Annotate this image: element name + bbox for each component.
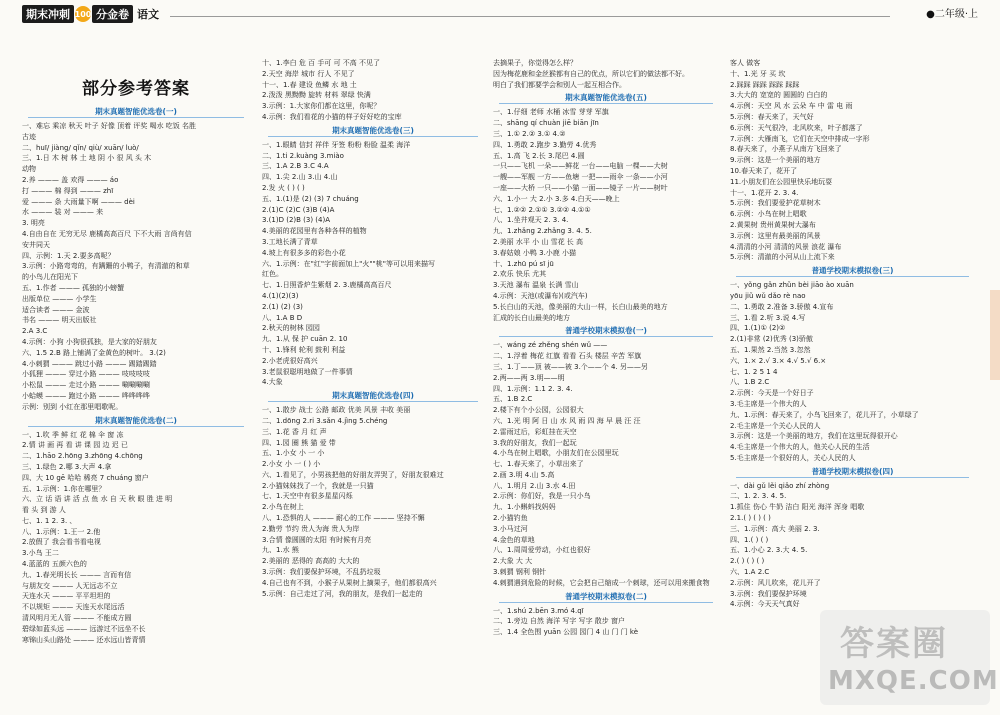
answer-line: 四、1.园 圈 熊 猫 爱 带 xyxy=(262,438,336,447)
answer-line: 十、1.锋利 轮利 鼓利 利益 xyxy=(262,345,346,354)
answer-line: 一、1.仔细 老师 水桶 冰雪 芽芽 军旗 xyxy=(493,108,609,117)
answer-line: 四、示例：1.天 2.要多高呢？ xyxy=(22,251,115,260)
answer-line: 七、1.②② 2.①① 3.②② 4.①① xyxy=(493,205,591,214)
answer-line: 2.放假了 我会看书看电视 xyxy=(22,538,101,547)
answer-line: 五、1.果然 2.当然 3.忽然 xyxy=(730,345,811,354)
answer-line: 一、1.散步 战士 公路 邮政 优美 风景 丰收 美丽 xyxy=(262,406,411,415)
answer-line: 七、1.天空中有很多星星闪烁 xyxy=(262,492,353,501)
answer-line: 2.欢乐 快乐 尤其 xyxy=(493,270,547,279)
answer-line: 3.示例：小路弯弯的，有蹒跚的小鸭子，有清澈的和草 xyxy=(22,262,190,271)
answer-line: 七、1. 2 5 1 4 xyxy=(730,367,778,376)
answer-line: 2.(1)非常 (2)优秀 (3)骄傲 xyxy=(730,335,813,344)
answer-line: 11.小朋友们在公园里快乐地玩耍 xyxy=(730,177,833,186)
answer-line: 2.美丽 水平 小 山 雪花 长 高 xyxy=(493,237,584,246)
answer-line: 水 ——— 装 对 ——— 来 xyxy=(22,208,104,217)
answer-line: 3.春姑娘 小鸭 3.小鹿 小猫 xyxy=(493,248,577,257)
answer-line: 天连水天 ——— 平平坦坦的 xyxy=(22,592,111,601)
answer-line: 二、1.ti 2.kuàng 3.miào xyxy=(262,151,344,160)
answer-line: 七、1.春天来了，小草出来了 xyxy=(493,460,584,469)
answer-line: 四、1.尖 2.山 3.山 4.山 xyxy=(262,173,338,182)
answer-line: 3.示例：这是一个美丽的地方，我们在这里玩得很开心 xyxy=(730,432,898,441)
answer-line: 3.天池 瀑布 温泉 长满 雪山 xyxy=(493,281,579,290)
answer-line: 2.两——两 3.明——明 xyxy=(493,373,565,382)
answer-line: 适合读者 ——— 金波 xyxy=(22,305,90,314)
answer-line: 示例：别到 小红在那里唱歌呢。 xyxy=(22,402,123,411)
answer-line: 6.示例：小鸟在树上唱歌 xyxy=(730,210,807,219)
grade-label: ●二年级·上 xyxy=(926,9,978,20)
answer-line: 九、1.示例：春天来了，小鸟飞回来了，花儿开了，小草绿了 xyxy=(730,410,919,419)
answer-line: 4.美丽的花园里有各种各样的植物 xyxy=(262,227,367,236)
section-header: 期末真题智能优选卷(四) xyxy=(268,390,478,402)
section-header: 期末真题智能优选卷(三) xyxy=(268,125,478,137)
page-header xyxy=(0,0,1000,28)
answer-line: 一艘——军舰 一方——鱼塘 一把——雨伞 一条——小河 xyxy=(493,173,668,182)
answer-line: 二、1. 2. 3. 4. 5. xyxy=(730,492,787,501)
answer-line: 八、1.示例：1.王一 2.他 xyxy=(22,527,101,536)
answer-line: 3.示例：1.大家你们都在这里，你呢？ xyxy=(262,102,381,111)
answer-line: 2.楼下有个小公园，公园很大 xyxy=(493,406,584,415)
answer-line: 一、wáng zé zhěng shén wǔ —— xyxy=(493,341,608,350)
answer-line: 4.蓝蓝的 五颜六色的 xyxy=(22,560,87,569)
answer-line: 3.示例：我们要保护环境 xyxy=(730,589,807,598)
answer-line: 4.毛主席是一个伟大的人，他关心人民的生活 xyxy=(730,443,870,452)
answer-line: 一、yǒng gǎn zhǔn bèi jiāo ào xuān xyxy=(730,281,854,290)
answer-line: 5.示例：我们要爱护花草树木 xyxy=(730,199,821,208)
answer-line: 2.勤劳 节约 贵人为海 贵人为岸 xyxy=(262,524,360,533)
answer-line: 五、1.示例：1.你在哪里？ xyxy=(22,484,106,493)
answer-line: 二、1.hāo 2.hōng 3.zhōng 4.chōng xyxy=(22,452,143,461)
answer-line: 一、1.眼睛 信封 祥伴 牙签 粉粉 粉脸 温柔 海洋 xyxy=(262,140,411,149)
watermark xyxy=(820,610,999,705)
section-header: 普通学校期末模拟卷(三) xyxy=(736,265,969,277)
answer-line: 客人 做客 xyxy=(730,59,761,67)
answer-line: 2.泼泼 黑黝黝 旋转 材料 翠绿 快满 xyxy=(262,91,371,100)
brand-logo xyxy=(22,5,159,23)
answer-line: 4.小鸟在树上唱歌，小朋友们在公园里玩 xyxy=(493,449,619,458)
answer-line: 2.( ) ( ) ( ) xyxy=(730,557,765,566)
answer-line: 3.我的好朋友，我们一起玩 xyxy=(493,438,577,447)
answer-line: 四、1.( ) ( ) xyxy=(730,535,769,544)
answer-line: 六、1.A 2.C xyxy=(730,568,770,577)
answer-line: 2.(1)C (2)C (3)B (4)A xyxy=(262,205,335,214)
answer-line: 4.示例：小狗 小狗很孤独，是大家的好朋友 xyxy=(22,337,157,346)
watermark-site: MXQE.COM xyxy=(828,666,999,696)
header-rule xyxy=(170,16,890,17)
answer-line: 4.示例：今天天气真好 xyxy=(730,600,800,609)
section-header: 期末真题智能优选卷(一) xyxy=(28,106,244,118)
answer-line: 2.毛主席是一个关心人民的人 xyxy=(730,421,821,430)
answer-column-1 xyxy=(22,74,250,709)
answer-line: 2.秋天的树林 园园 xyxy=(262,324,320,333)
answer-line: yōu jiǔ wǔ dǎo rè nao xyxy=(730,291,806,300)
answer-line: 五、1.小女 小 一 小 xyxy=(262,449,325,458)
answer-line: 5.示例：春天来了，天气好 xyxy=(730,112,814,121)
answer-line: 4.小刺猬 ——— 跳过小路 ——— 踢踏踢踏 xyxy=(22,359,157,368)
answer-line: 小蛤蟆 ——— 跑过小路 ——— 哗哗哗哗 xyxy=(22,391,150,400)
answer-line: 8.春天来了，小燕子从南方飞回来了 xyxy=(730,145,842,154)
answer-line: 3.大大的 宽宽的 圆圆的 白白的 xyxy=(730,91,828,100)
answer-line: 7.示例：大雁南飞，它们在天空中排成一字形 xyxy=(730,134,870,143)
answer-line: 九、1.小蝌蚪找妈妈 xyxy=(493,503,556,512)
page-title: 部分参考答案 xyxy=(82,79,190,99)
answer-line: 小松鼠 ——— 走过小路 ——— 唰唰唰唰 xyxy=(22,381,150,390)
answer-line: 六、1.光 明 阿 日 山 水 风 雨 四 海 早 晨 汪 汪 xyxy=(493,416,641,425)
answer-line: 十、1.zhū pú sī jū xyxy=(493,259,554,268)
answer-line: 五、1.高 飞 2.长 3.尾巴 4.圆 xyxy=(493,151,585,160)
answer-line: 十、1.光 牙 买 坎 xyxy=(730,69,786,78)
answer-line: 八、1.A B D xyxy=(262,313,303,322)
answer-line: 2.示例：风儿吹来，花儿开了 xyxy=(730,578,821,587)
answer-line: 三、1.A 2.B 3.C 4.A xyxy=(262,162,329,171)
answer-line: 10.春天来了，花开了 xyxy=(730,166,798,175)
answer-line: 2.小猫钓鱼 xyxy=(493,514,528,523)
answer-line: 3.小鸟 王二 xyxy=(22,549,59,558)
answer-line: 4.示例：天空 风 水 云朵 车 中 雷 电 雨 xyxy=(730,102,853,111)
answer-line: 二、1.勇敢 2.准备 3.骄傲 4.宣布 xyxy=(730,302,834,311)
answer-line: 红色。 xyxy=(262,270,283,279)
answer-line: 不以规矩 ——— 天连天水尾远活 xyxy=(22,603,125,612)
answer-line: 2.养 ——— 盖 欢得 ——— áo xyxy=(22,175,119,184)
answer-line: 4.自己也有不到，小猴子从果树上摘果子，他们都很高兴 xyxy=(262,578,437,587)
answer-line: 2.情 讲 画 再 看 讲 课 园 边 迟 已 xyxy=(22,441,128,450)
answer-line: 二、1.浮着 梅花 红旗 看看 石头 楼层 辛苦 军旗 xyxy=(493,352,642,361)
answer-line: 三、1.绿色 2.哪 3.大声 4.拿 xyxy=(22,462,112,471)
answer-line: 三、1.① 2.② 3.① 4.② xyxy=(493,129,566,138)
answer-line: 十、1.李白 危 百 手可 可 不高 不见了 xyxy=(262,59,381,67)
answer-line: 六、1.看见了，小男孩把他的好朋友弄哭了，好朋友很难过 xyxy=(262,470,444,479)
answer-line: 九、1.春光明长长 ——— 言而有信 xyxy=(22,570,132,579)
section-header: 普通学校期末模拟卷(四) xyxy=(736,466,969,478)
answer-line: 四、大 10 gē 哈哈 稀亮 7 chuáng 窗户 xyxy=(22,473,149,482)
answer-line: 八、1.明月 2.山 3.水 4.田 xyxy=(493,481,576,490)
answer-line: 3.老鼠很聪明地做了一件事情 xyxy=(262,367,353,376)
brand-badge: 100 xyxy=(75,6,91,22)
answer-line: 5.长白山的天池，像美丽的大山一样，长白山最美的地方 xyxy=(493,302,668,311)
answer-line: 一、1.shú 2.bēn 3.mó 4.qī xyxy=(493,606,584,615)
answer-line: 七、1. 1 2. 3. 、 xyxy=(22,516,77,525)
answer-line: 4.清清的小河 清清的风景 浪花 瀑布 xyxy=(730,242,842,251)
answer-line: 2.踩踩 踩踩 踩踩 踩踩 xyxy=(730,80,800,89)
answer-line: 2.A 3.C xyxy=(22,327,48,336)
brand-left: 期末冲刺 xyxy=(22,5,74,23)
answer-line: 二、1.旁边 自然 海洋 写字 写字 散步 窗户 xyxy=(493,617,626,626)
answer-line: 三、1.丁——顶 被——被 3.个——个 4. 另——另 xyxy=(493,362,648,371)
section-header: 普通学校期末模拟卷(一) xyxy=(499,325,713,337)
answer-line: 3.工地长满了青草 xyxy=(262,237,318,246)
answer-line: 1.抓住 伤心 牛奶 洁白 阳光 海洋 浑身 唱歌 xyxy=(730,503,865,512)
brand-right: 分金卷 xyxy=(92,5,133,23)
answer-line: 五、1.作者 ——— 孤独的小螃蟹 xyxy=(22,283,125,292)
answer-line: 4.(1)(2)(3) xyxy=(262,291,299,300)
answer-line: 3.(1)D (2)B (3) (4)A xyxy=(262,216,330,225)
answer-line: 六、1.示例：在"红"字前面加上"火""桃"等可以用来描写 xyxy=(262,259,435,268)
answer-line: 一、难忘 乘凉 秋天 叶子 好像 顶着 评奖 喝水 吃饭 名胜 xyxy=(22,122,197,130)
answer-line: 2.示例：今天是一个好日子 xyxy=(730,389,814,398)
answer-line: 五、1.B 2.C xyxy=(493,395,533,404)
answer-line: 一、1.吹 季 鲜 红 花 棉 伞 窗 冻 xyxy=(22,430,124,439)
answer-line: 2.雷雨过后，彩虹挂在天空 xyxy=(493,427,577,436)
answer-line: 6.示例：天气很冷，北风吹来，叶子都落了 xyxy=(730,123,863,132)
answer-line: 二、1.dōng 2.ri 3.sǎn 4.jìng 5.chéng xyxy=(262,416,388,425)
answer-line: 2.小猫妹妹找了一个，我就是一只猫 xyxy=(262,481,374,490)
answer-line: 十一、1.花开 2. 3. 4. xyxy=(730,188,799,197)
answer-line: 3.毛主席是一个伟大的人 xyxy=(730,399,807,408)
answer-line: 2.1.( ) ( ) ( ) xyxy=(730,514,771,523)
answer-line: 六、1.× 2.√ 3.× 4.√ 5.√ 6.× xyxy=(730,356,827,365)
section-header: 普通学校期末模拟卷(二) xyxy=(499,591,713,603)
side-tab xyxy=(990,290,1000,380)
answer-line: 三、1.看 2.听 3.说 4.写 xyxy=(730,313,806,322)
answer-line: 寒锦山头山路处 ——— 还水远山皆青情 xyxy=(22,635,146,644)
answer-line: 碧绿如蓝头远 ——— 远游过不远坐不长 xyxy=(22,624,146,633)
answer-line: 2.天空 海岸 城市 行人 不见了 xyxy=(262,69,355,78)
answer-line: 3.小马过河 xyxy=(493,524,528,533)
answer-line: 动物 xyxy=(22,165,36,174)
answer-line: 2.大象 大 大 xyxy=(493,557,533,566)
watermark-logo: 答案圈 xyxy=(840,624,948,664)
answer-line: 一只——飞机 一朵——鲜花 一台——电脑 一棵——大树 xyxy=(493,162,668,171)
subject-label: 语文 xyxy=(137,8,159,21)
answer-line: 3. 明亮 xyxy=(22,219,45,228)
answer-line: 去摘果子，你觉得怎么样？ xyxy=(493,59,577,67)
answer-line: 2.(1) (2) (3) xyxy=(262,302,303,311)
answer-line: 爱 ——— 条 大雨量下啊 ——— dèi xyxy=(22,197,135,206)
answer-line: 清风明月无人管 ——— 不能成方圆 xyxy=(22,614,132,623)
answer-line: 六、立 话 语 讲 活 点 鱼 水 自 天 秋 眼 胜 进 明 xyxy=(22,495,173,504)
answer-line: 八、1.恐惧的人 ——— 耐心的工作 ——— 坚持不懈 xyxy=(262,514,425,523)
answer-line: 七、1.日照香炉生紫烟 2. 3.鹿橘高高百尺 xyxy=(262,281,392,290)
section-header: 期末真题智能优选卷(五) xyxy=(499,92,713,104)
answer-line: 二、huī/ jiàng/ qǐn/ qiù/ xuān/ luò/ xyxy=(22,143,139,152)
answer-line: 2.美丽的 恶得的 高高的 大大的 xyxy=(262,557,360,566)
answer-line: 2.小女 小 一 ( ) 小 xyxy=(262,460,321,469)
answer-line: 十一、1.春 建设 鱼鳞 水 地 土 xyxy=(262,80,357,89)
answer-line: 的小鸟儿在阳光下 xyxy=(22,273,78,282)
answer-line: 4.刺猬遇到危险的时候，它会把自己缩成一个刺球，还可以用来搬食物 xyxy=(493,578,710,587)
answer-column-2 xyxy=(262,58,484,709)
answer-line: 4.金色的草地 xyxy=(493,535,535,544)
answer-line: 一座——大桥 一只——小猫 一面——镜子 一片——树叶 xyxy=(493,183,668,192)
answer-line: 小狐狸 ——— 穿过小路 ——— 吱吱吱吱 xyxy=(22,370,150,379)
answer-line: 4.示例：我们看花的小猫的样子好好吃的宝库 xyxy=(262,112,402,121)
answer-line: 2.画 3.明 4.山 5.高 xyxy=(493,470,555,479)
answer-line: 明白了我们都要学会和别人一起互相合作。 xyxy=(493,80,626,89)
answer-line: 2.小鸟在树上 xyxy=(262,503,304,512)
answer-line: 九、1.水 熊 xyxy=(262,546,299,555)
answer-line: 2.发 火 ( ) ( ) xyxy=(262,183,305,192)
answer-line: 5.示例：自己走过了河，我的朋友，是我们一起走的 xyxy=(262,589,423,598)
answer-line: 3.刺猬 钢利 钢针 xyxy=(493,568,547,577)
answer-line: 八、1.坐井观天 2. 3. 4. xyxy=(493,216,569,225)
answer-line: 四、1.勇敢 2.跑步 3.勤劳 4.优秀 xyxy=(493,140,597,149)
answer-line: 与朋友交 ——— 人无远志不立 xyxy=(22,581,118,590)
answer-line: 六、1.5 2.B 路上铺满了金黄色的树叶。 3.(2) xyxy=(22,348,166,357)
answer-line: 三、1.4 全色围 yuān 公园 园门 4 山 门 门 kè xyxy=(493,628,639,637)
answer-line: 4.示例：天池(或瀑布)(或汽车) xyxy=(493,291,588,300)
answer-line: 3.合情 像圆圆的太阳 有时候有月亮 xyxy=(262,535,372,544)
answer-line: 4.大象 xyxy=(262,378,283,387)
answer-line: 八、1.B 2.C xyxy=(730,378,770,387)
answer-line: 看 头 到 游 人 xyxy=(22,506,66,515)
answer-line: 三、1.示例：高大 美丽 2. 3. xyxy=(730,524,820,533)
answer-line: 四、1.示例：1.1 2. 3. 4. xyxy=(493,384,573,393)
answer-line: 5.示例：清澈的小河从山上流下来 xyxy=(730,253,835,262)
answer-line: 一、dài gǔ lěi qiǎo zhí zhòng xyxy=(730,481,830,490)
answer-line: 九、1.zhǎng 2.zhǎng 3. 4. 5. xyxy=(493,227,592,236)
answer-line: 因为梅花鹿和金丝猴都有自己的优点，所以它们的做法都不好。 xyxy=(493,69,689,78)
answer-line: 古迹 xyxy=(22,132,36,141)
answer-line: 五、1.(1)是 (2) (3) 7 chuáng xyxy=(262,194,359,203)
answer-line: 5.毛主席是一个很好的人，关心人民的人 xyxy=(730,453,856,462)
answer-line: 八、1.周周爱劳动，小红也很好 xyxy=(493,546,591,555)
answer-line: 四、1.(1)① (2)② xyxy=(730,324,786,333)
answer-line: 汇成的长白山最美的地方 xyxy=(493,313,570,322)
answer-line: 书名 ——— 明天出版社 xyxy=(22,316,97,325)
answer-line: 9.示例：这是一个美丽的地方 xyxy=(730,156,821,165)
answer-line: 2.示例：你们好，我是一只小鸟 xyxy=(493,492,591,501)
section-header: 期末真题智能优选卷(二) xyxy=(28,415,244,427)
answer-line: 五、1.小心 2. 3.大 4. 5. xyxy=(730,546,808,555)
answer-line: 六、1.小一 大 2.小 3.多 4.白天——晚上 xyxy=(493,194,620,203)
answer-line: 安井同天 xyxy=(22,240,50,249)
answer-line: 打 ——— 棉 得到 ——— zhī xyxy=(22,186,114,195)
answer-line: 3.示例：我们要保护环境，不乱扔垃圾 xyxy=(262,568,381,577)
answer-line: 2.小老虎很好高兴 xyxy=(262,356,318,365)
answer-line: 三、1.花 香 月 红 声 xyxy=(262,427,327,436)
answer-line: 2.黄果树 贵州黄果树大瀑布 xyxy=(730,220,816,229)
answer-line: 4.自由自在 无穷无尽 鹿橘高高百尺 下不大雨 言尚有信 xyxy=(22,229,192,238)
answer-line: 3.示例：这里有最美丽的风景 xyxy=(730,231,821,240)
answer-column-3 xyxy=(493,58,719,709)
answer-line: 九、1.从 保 护 cuān 2. 10 xyxy=(262,335,348,344)
answer-line: 二、shāng qí chuàn jiē biān jīn xyxy=(493,119,599,128)
answer-line: 出版单位 ——— 小学生 xyxy=(22,294,97,303)
answer-line: 4.坡上有很多多的彩色小花 xyxy=(262,248,346,257)
answer-line: 三、1.日 木 树 林 土 地 阴 小 很 风 头 木 xyxy=(22,154,152,163)
